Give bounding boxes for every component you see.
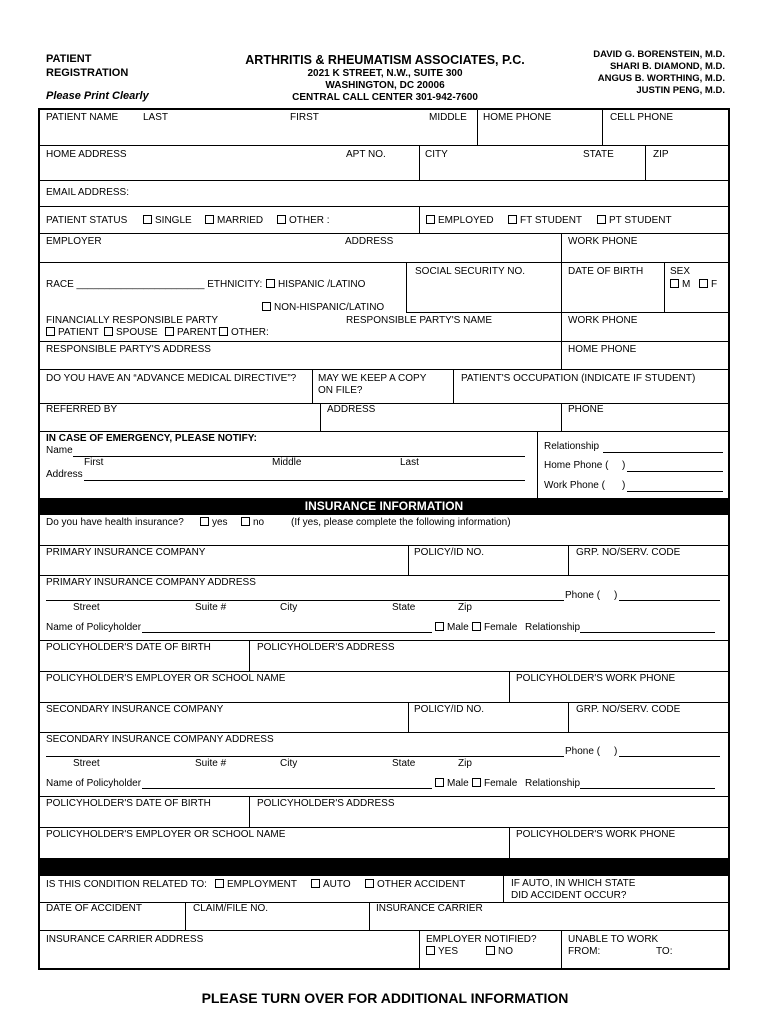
referred-phone-label: PHONE [568,404,604,415]
emergency-home-phone-label: Home Phone ( [544,460,609,471]
middle-name-label: MIDDLE [429,112,467,123]
fin-parent-option[interactable]: PARENT [165,327,217,338]
checkbox-notified-yes[interactable] [426,946,435,955]
checkbox-hispanic[interactable] [266,279,275,288]
primary-ph-address-label: POLICYHOLDER'S ADDRESS [257,642,395,653]
primary-policyholder-label: Name of Policyholder [46,622,142,633]
secondary-female-option[interactable]: Female [472,778,517,789]
checkbox-primary-female[interactable] [472,622,481,631]
primary-phone-label: Phone ( [565,590,601,601]
email-label: EMAIL ADDRESS: [46,187,129,198]
fin-spouse-option[interactable]: SPOUSE [104,327,158,338]
keep-copy-label: MAY WE KEEP A COPY ON FILE? [318,373,427,396]
secondary-policyholder-label: Name of Policyholder [46,778,142,789]
sex-m-option[interactable]: M [670,279,690,290]
secondary-policy-id-label: POLICY/ID NO. [414,704,485,715]
insurance-no-option[interactable]: no [241,517,264,528]
auto-option[interactable]: AUTO [311,879,351,890]
auto-state-label: IF AUTO, IN WHICH STATE DID ACCIDENT OCCUR? [511,878,636,901]
checkbox-fin-parent[interactable] [165,327,174,336]
practice-name: ARTHRITIS & RHEUMATISM ASSOCIATES, P.C. [245,53,525,67]
checkbox-non-hispanic[interactable] [262,302,271,311]
patient-status-label: PATIENT STATUS [46,215,128,226]
ssn-label: SOCIAL SECURITY NO. [415,266,526,277]
zip-label: ZIP [653,149,669,160]
primary-street-label: Street [73,602,100,613]
primary-ph-employer-label: POLICYHOLDER'S EMPLOYER OR SCHOOL NAME [46,673,286,684]
emergency-work-phone-label: Work Phone ( [544,480,605,491]
checkbox-secondary-female[interactable] [472,778,481,787]
other-accident-option[interactable]: OTHER ACCIDENT [365,879,465,890]
emergency-last-label: Last [400,457,419,468]
practice-address: 2021 K STREET, N.W., SUITE 300 WASHINGTON, DC 20006 CENTRAL CALL CENTER 301-942-7600 [292,68,478,103]
primary-ph-work-phone-label: POLICYHOLDER'S WORK PHONE [516,673,676,684]
insurance-carrier-label: INSURANCE CARRIER [376,903,483,914]
secondary-grp-no-label: GRP. NO/SERV. CODE [576,704,681,715]
condition-related-label: IS THIS CONDITION RELATED TO: [46,879,207,890]
secondary-city-label: City [280,758,298,769]
referred-address-label: ADDRESS [327,404,376,415]
emergency-relationship-label: Relationship [544,441,600,452]
checkbox-notified-no[interactable] [486,946,495,955]
checkbox-employed[interactable] [426,215,435,224]
secondary-zip-label: Zip [458,758,472,769]
primary-phone-line[interactable] [619,600,720,601]
unable-to-work-label: UNABLE TO WORK [568,934,659,945]
secondary-ph-address-label: POLICYHOLDER'S ADDRESS [257,798,395,809]
sex-label: SEX [670,266,691,277]
unable-from-label: FROM: [568,946,601,957]
responsible-address-label: RESPONSIBLE PARTY'S ADDRESS [46,344,211,355]
secondary-ph-employer-label: POLICYHOLDER'S EMPLOYER OR SCHOOL NAME [46,829,286,840]
occupation-label: PATIENT'S OCCUPATION (INDICATE IF STUDENT) [461,373,696,384]
emergency-relationship-line[interactable] [603,452,723,453]
checkbox-single[interactable] [143,215,152,224]
primary-city-label: City [280,602,298,613]
responsible-name-label: RESPONSIBLE PARTY'S NAME [346,315,493,326]
notified-no-option[interactable]: NO [486,946,513,957]
secondary-address-line[interactable] [46,756,564,757]
turn-over-notice: PLEASE TURN OVER FOR ADDITIONAL INFORMATION [201,990,569,1006]
first-name-label: FIRST [290,112,319,123]
checkbox-employment[interactable] [215,879,224,888]
checkbox-other-accident[interactable] [365,879,374,888]
claim-file-label: CLAIM/FILE NO. [193,903,269,914]
accident-section-bar [39,858,729,876]
checkbox-fin-spouse[interactable] [104,327,113,336]
employer-label: EMPLOYER [46,236,102,247]
emergency-work-paren: ) [622,480,626,491]
checkbox-other-status[interactable] [277,215,286,224]
primary-state-label: State [392,602,416,613]
state-label: STATE [583,149,614,160]
fin-patient-option[interactable]: PATIENT [46,327,99,338]
apt-no-label: APT NO. [346,149,386,160]
unable-to-label: TO: [656,946,673,957]
secondary-state-label: State [392,758,416,769]
emergency-home-paren: ) [622,460,626,471]
secondary-street-label: Street [73,758,100,769]
print-note: Please Print Clearly [46,90,149,102]
cell-phone-label: CELL PHONE [610,112,673,123]
primary-phone-paren: ) [614,590,618,601]
primary-zip-label: Zip [458,602,472,613]
checkbox-insurance-yes[interactable] [200,517,209,526]
home-address-label: HOME ADDRESS [46,149,127,160]
secondary-phone-label: Phone ( [565,746,601,757]
emergency-middle-label: Middle [272,457,302,468]
checkbox-fin-other[interactable] [219,327,228,336]
emergency-address-label: Address [46,469,83,480]
carrier-address-label: INSURANCE CARRIER ADDRESS [46,934,204,945]
checkbox-sex-m[interactable] [670,279,679,288]
checkbox-secondary-male[interactable] [435,778,444,787]
notified-yes-option[interactable]: YES [426,946,458,957]
single-option[interactable]: SINGLE [143,215,192,226]
primary-company-label: PRIMARY INSURANCE COMPANY [46,547,206,558]
primary-address-line[interactable] [46,600,564,601]
insurance-note: (If yes, please complete the following information) [291,517,511,528]
emergency-address-line[interactable] [84,480,525,481]
checkbox-sex-f[interactable] [699,279,708,288]
secondary-male-option[interactable]: Male [435,778,469,789]
checkbox-ft-student[interactable] [508,215,517,224]
insurance-heading: INSURANCE INFORMATION [39,498,729,515]
checkbox-auto[interactable] [311,879,320,888]
emergency-home-phone-line[interactable] [627,471,723,472]
financially-responsible-label: FINANCIALLY RESPONSIBLE PARTY [46,315,219,326]
emergency-name-label: Name [46,445,73,456]
primary-female-option[interactable]: Female [472,622,517,633]
patient-name-label: PATIENT NAME [46,112,119,123]
home-phone-label: HOME PHONE [483,112,552,123]
emergency-work-phone-line[interactable] [627,491,723,492]
checkbox-insurance-no[interactable] [241,517,250,526]
secondary-relationship-line[interactable] [580,788,715,789]
doctor-list: DAVID G. BORENSTEIN, M.D. SHARI B. DIAMOND, M.D. ANGUS B. WORTHING, M.D. JUSTIN PENG, M.D. [593,49,725,96]
secondary-phone-paren: ) [614,746,618,757]
date-of-accident-label: DATE OF ACCIDENT [46,903,142,914]
employed-option[interactable]: EMPLOYED [426,215,494,226]
city-label: CITY [425,149,448,160]
fin-other-option[interactable]: OTHER: [219,327,269,338]
form-title: PATIENT REGISTRATION [46,53,129,79]
race-ethnicity-label: RACE _______________________ ETHNICITY: [46,279,263,290]
primary-ph-dob-label: POLICYHOLDER'S DATE OF BIRTH [46,642,211,653]
checkbox-fin-patient[interactable] [46,327,55,336]
referred-by-label: REFERRED BY [46,404,118,415]
sex-f-option[interactable]: F [699,279,717,290]
insurance-yes-option[interactable]: yes [200,517,228,528]
last-name-label: LAST [143,112,169,123]
health-insurance-question: Do you have health insurance? [46,517,184,528]
secondary-policyholder-line[interactable] [142,788,432,789]
pt-student-option[interactable]: PT STUDENT [597,215,672,226]
checkbox-pt-student[interactable] [597,215,606,224]
secondary-phone-line[interactable] [619,756,720,757]
married-option[interactable]: MARRIED [205,215,263,226]
dob-label: DATE OF BIRTH [568,266,644,277]
employment-option[interactable]: EMPLOYMENT [215,879,297,890]
primary-male-option[interactable]: Male [435,622,469,633]
emergency-first-label: First [84,457,104,468]
primary-policyholder-line[interactable] [142,632,432,633]
primary-relationship-label: Relationship [525,622,581,633]
secondary-relationship-label: Relationship [525,778,581,789]
secondary-address-label: SECONDARY INSURANCE COMPANY ADDRESS [46,734,274,745]
responsible-work-phone-label: WORK PHONE [568,315,638,326]
checkbox-primary-male[interactable] [435,622,444,631]
ft-student-option[interactable]: FT STUDENT [508,215,582,226]
checkbox-married[interactable] [205,215,214,224]
non-hispanic-option[interactable]: NON-HISPANIC/LATINO [262,302,384,313]
responsible-home-phone-label: HOME PHONE [568,344,637,355]
primary-suite-label: Suite # [195,602,227,613]
hispanic-option[interactable]: HISPANIC /LATINO [266,279,365,290]
secondary-company-label: SECONDARY INSURANCE COMPANY [46,704,224,715]
advance-directive-label: DO YOU HAVE AN “ADVANCE MEDICAL DIRECTIVE”? [46,373,297,384]
employer-work-phone-label: WORK PHONE [568,236,638,247]
secondary-suite-label: Suite # [195,758,227,769]
primary-relationship-line[interactable] [580,632,715,633]
emergency-heading: IN CASE OF EMERGENCY, PLEASE NOTIFY: [46,433,257,444]
other-status-option[interactable]: OTHER : [277,215,330,226]
primary-grp-no-label: GRP. NO/SERV. CODE [576,547,681,558]
employer-address-label: ADDRESS [345,236,394,247]
primary-policy-id-label: POLICY/ID NO. [414,547,485,558]
employer-notified-label: EMPLOYER NOTIFIED? [426,934,537,945]
secondary-ph-dob-label: POLICYHOLDER'S DATE OF BIRTH [46,798,211,809]
secondary-ph-work-phone-label: POLICYHOLDER'S WORK PHONE [516,829,676,840]
primary-address-label: PRIMARY INSURANCE COMPANY ADDRESS [46,577,256,588]
